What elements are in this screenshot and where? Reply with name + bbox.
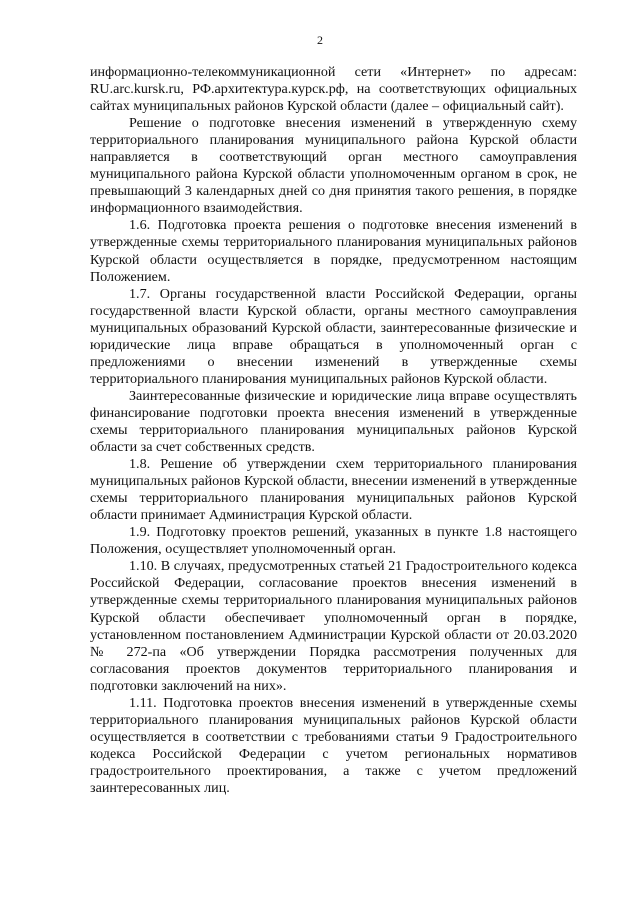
paragraph-2: Решение о подготовке внесения изменений в утвержденную схему территориального планирования муниципального района Курской области направляется в соответствующий орган местного самоуправления муниципального района Курской области уполномоченным органом в срок, не превышающий 3 календарных дней со дня принятия такого решения, в порядке информационного взаимодействия. [90, 115, 577, 217]
paragraph-3: 1.6. Подготовка проекта решения о подготовке внесения изменений в утвержденные схемы территориального планирования муниципальных районов Курской области осуществляется в порядке, предусмотренном настоящим Положением. [90, 217, 577, 285]
page-number: 2 [317, 33, 323, 47]
paragraph-1: информационно-телекоммуникационной сети «Интернет» по адресам: RU.arc.kursk.ru, РФ.архитектура.курск.рф, на соответствующих официальных сайтах муниципальных районов Курской области (далее – официальный сайт). [90, 64, 577, 115]
paragraph-5: Заинтересованные физические и юридические лица вправе осуществлять финансирование подготовки проекта внесения изменений в утвержденные схемы территориального планирования муниципальных районов Курской области за счет собственных средств. [90, 387, 577, 456]
document-body [90, 64, 577, 797]
paragraph-9: 1.11. Подготовка проектов внесения изменений в утвержденные схемы территориального планирования муниципальных районов Курской области осуществляется в соответствии с требованиями статьи 9 Градостроительного кодекса Российской Федерации с учетом региональных нормативов градостроительного проектирования, а также с учетом предложений заинтересованных лиц. [90, 694, 577, 796]
paragraph-6: 1.8. Решение об утверждении схем территориального планирования муниципальных районов Курской области, внесении изменений в утвержденные схемы территориального планирования муниципальных районов Курской области принимает Администрация Курской области. [90, 456, 577, 524]
paragraph-7: 1.9. Подготовку проектов решений, указанных в пункте 1.8 настоящего Положения, осуществляет уполномоченный орган. [90, 524, 577, 558]
paragraph-4: 1.7. Органы государственной власти Российской Федерации, органы государственной власти Курской области, органы местного самоуправления муниципальных образований Курской области, заинтересованные физические и юридические лица вправе обращаться в уполномоченный орган с предложениями о внесении изменений в утвержденные схемы территориального планирования муниципальных районов Курской области. [90, 285, 577, 387]
paragraph-8: 1.10. В случаях, предусмотренных статьей 21 Градостроительного кодекса Российской Федерации, согласование проектов внесения изменений в утвержденные схемы территориального планирования муниципальных районов Курской области обеспечивает уполномоченный орган в порядке, установленном постановлением Администрации Курской области от 20.03.2020 № 272-па «Об утверждении Порядка рассмотрения полученных для согласования проектов документов территориального планирования и подготовки заключений на них». [90, 558, 577, 694]
